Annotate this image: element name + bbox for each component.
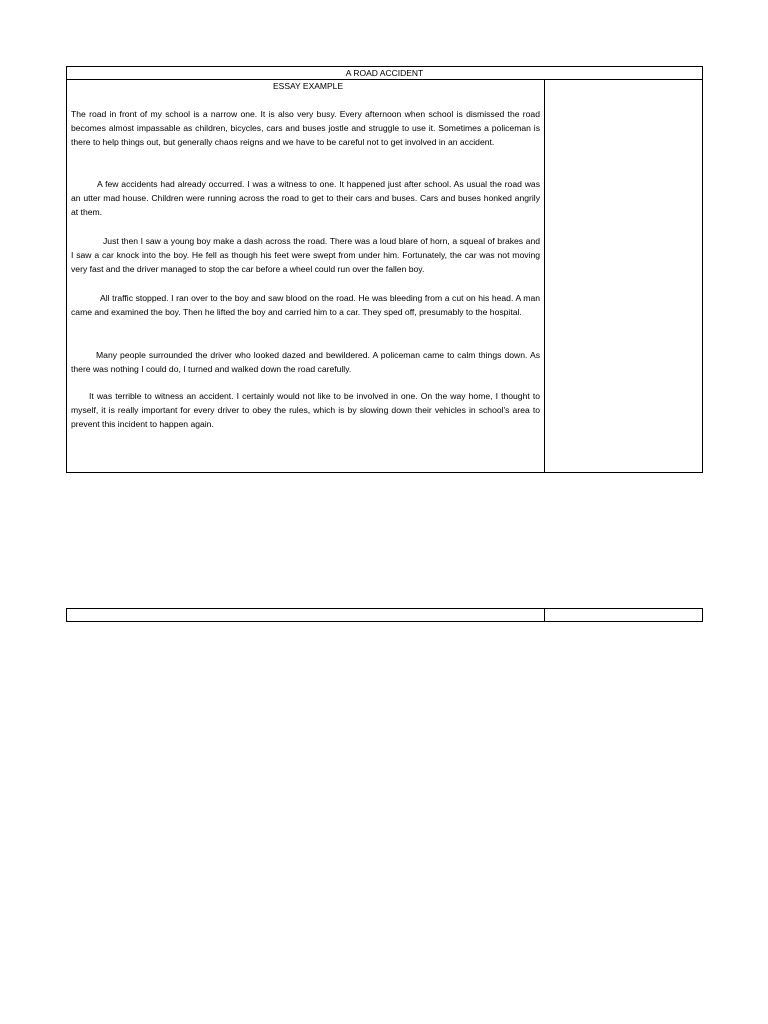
essay-paragraph-5: Many people surrounded the driver who looked dazed and bewildered. A policeman came to calm things down. As there was nothing I could do, I turned and walked down the road carefully. — [71, 350, 540, 375]
essay-paragraph-3: Just then I saw a young boy make a dash across the road. There was a loud blare of horn, a squeal of brakes and I saw a car knock into the boy. He fell as though his feet were swept from under him. Fortunately, the car was not moving very fast and the driver managed to stop the car before a wheel could run over the fallen boy. — [71, 236, 540, 275]
essay-paragraph-6: It was terrible to witness an accident. I certainly would not like to be involved in one. On the way home, I thought to myself, it is really important for every driver to obey the rules, which is by slowing down their vehicles in school's area to prevent this incident to happen again. — [71, 391, 540, 430]
empty-table-row — [66, 608, 703, 622]
document-title: A ROAD ACCIDENT — [67, 67, 702, 80]
essay-subtitle: ESSAY EXAMPLE — [273, 81, 344, 91]
empty-cell-right — [545, 609, 702, 621]
empty-cell-left — [67, 609, 545, 621]
essay-content-cell — [67, 80, 545, 472]
essay-paragraph-1: The road in front of my school is a narrow one. It is also very busy. Every afternoon when school is dismissed the road becomes almost impassable as children, bicycles, cars and buses jostle and struggle to use it. Sometimes a policeman is there to help things out, but generally chaos reigns and we have to be careful not to get involved in an accident. — [71, 109, 540, 148]
essay-paragraph-4: All traffic stopped. I ran over to the boy and saw blood on the road. He was bleeding from a cut on his head. A man came and examined the boy. Then he lifted the boy and carried him to a car. They sped off, presumably to the hospital. — [71, 293, 540, 318]
empty-side-cell — [545, 80, 702, 472]
essay-paragraph-2: A few accidents had already occurred. I was a witness to one. It happened just after school. As usual the road was an utter mad house. Children were running across the road to get to their cars and buses. Cars and buses honked angrily at them. — [71, 179, 540, 218]
essay-table — [66, 66, 703, 473]
